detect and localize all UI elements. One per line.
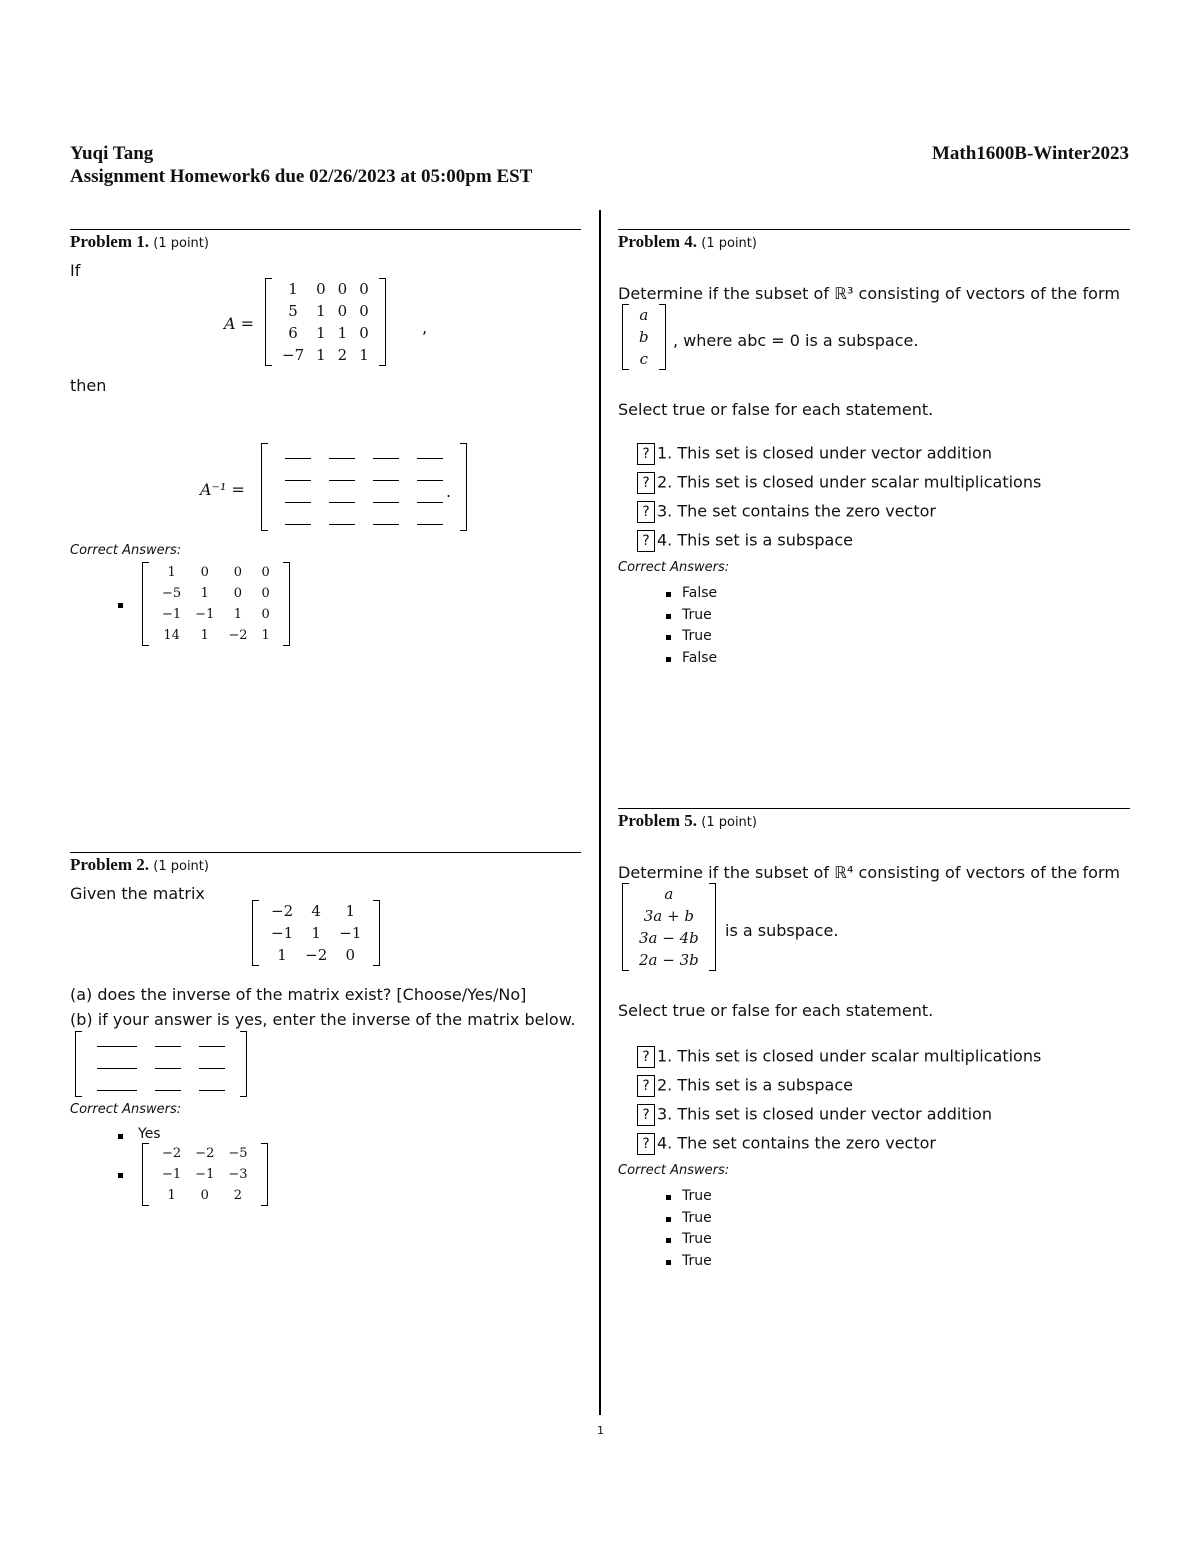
answer-blank[interactable] (329, 458, 355, 459)
problem-4-select: Select true or false for each statement. (618, 400, 934, 419)
vector-entry: 2a − 3b (639, 951, 699, 969)
answer-item: True (664, 1186, 712, 1208)
matrix-cell: 1 (288, 280, 298, 298)
tf-select-box[interactable]: ? (637, 501, 655, 523)
problem-5-select: Select true or false for each statement. (618, 1001, 934, 1020)
answer-blank[interactable] (329, 524, 355, 525)
answer-item: True (664, 605, 717, 627)
matrix-ainv-label: A⁻¹ = (200, 480, 245, 499)
problem-2-question-a: (a) does the inverse of the matrix exist? [Choose/Yes/No] (70, 985, 527, 1004)
matrix-cell: −2 (162, 1146, 182, 1161)
matrix-cell: 1 (316, 324, 326, 342)
tf-statement (637, 472, 1041, 494)
matrix-ainv-input (261, 443, 467, 531)
tf-statement-text: 1. This set is closed under scalar multiplications (657, 1046, 1042, 1066)
answer-blank[interactable] (285, 480, 311, 481)
matrix-cell: −1 (162, 607, 182, 622)
matrix-cell: 0 (261, 607, 270, 622)
matrix-cell: 1 (167, 1188, 176, 1203)
answer-blank[interactable] (155, 1090, 181, 1091)
matrix-cell: 0 (233, 586, 243, 601)
problem-1-rule (70, 229, 581, 230)
matrix-cell: 5 (288, 302, 298, 320)
matrix-cell: 0 (359, 302, 369, 320)
matrix-cell: −2 (195, 1146, 215, 1161)
matrix-cell: −5 (162, 586, 182, 601)
matrix-cell: −7 (282, 346, 305, 364)
course-name: Math1600B-Winter2023 (931, 143, 1129, 164)
answer-item: False (664, 648, 717, 670)
tf-statement (637, 1133, 936, 1155)
matrix-cell: 14 (163, 628, 180, 643)
problem-4-rule (618, 229, 1130, 230)
answer-blank[interactable] (373, 458, 399, 459)
vector-entry: a (664, 885, 674, 903)
matrix-cell: 0 (316, 280, 326, 298)
tf-statement (637, 1046, 1041, 1068)
matrix-cell: 1 (200, 628, 209, 643)
tf-statement-text: 1. This set is closed under vector addition (657, 443, 992, 463)
matrix-cell: 0 (233, 565, 243, 580)
answer-blank[interactable] (417, 502, 443, 503)
tf-select-box[interactable]: ? (637, 1046, 655, 1068)
vector-entry: b (639, 328, 649, 346)
matrix-cell: −1 (339, 924, 362, 942)
matrix-cell: 1 (277, 946, 287, 964)
matrix-cell: 0 (261, 586, 270, 601)
problem-2-matrix (252, 900, 380, 966)
answer-blank[interactable] (199, 1068, 225, 1069)
tf-select-box[interactable]: ? (637, 1133, 655, 1155)
problem-5-suffix: is a subspace. (725, 921, 839, 940)
problem-2-answer-matrix (142, 1143, 268, 1206)
answer-blank[interactable] (199, 1090, 225, 1091)
answer-blank[interactable] (97, 1068, 137, 1069)
matrix-cell: 0 (337, 302, 348, 320)
tf-statement (637, 1075, 853, 1097)
tf-statement-text: 2. This set is a subspace (657, 1075, 853, 1095)
answer-blank[interactable] (329, 502, 355, 503)
vector-entry: 3a − 4b (639, 929, 699, 947)
answer-blank[interactable] (373, 502, 399, 503)
tf-statement (637, 443, 992, 465)
tf-statement-text: 3. This set is closed under vector addition (657, 1104, 992, 1124)
problem-2-rule (70, 852, 581, 853)
matrix-cell: −1 (195, 607, 215, 622)
matrix-cell: −2 (305, 946, 328, 964)
answer-blank[interactable] (329, 480, 355, 481)
matrix-cell: 1 (337, 324, 348, 342)
answer-item: True (664, 1229, 712, 1251)
problem-2-title: Problem 2. (1 point) (70, 855, 209, 874)
matrix-cell: 1 (261, 628, 270, 643)
tf-select-box[interactable]: ? (637, 1104, 655, 1126)
matrix-cell: 6 (288, 324, 298, 342)
matrix-cell: −1 (162, 1167, 182, 1182)
matrix-cell: 0 (261, 565, 270, 580)
matrix-cell: 1 (233, 607, 243, 622)
answer-blank[interactable] (155, 1068, 181, 1069)
tf-statement (637, 501, 936, 523)
tf-statement (637, 530, 853, 552)
answer-blank[interactable] (417, 458, 443, 459)
matrix-cell: −5 (228, 1146, 248, 1161)
matrix-cell: 2 (337, 346, 348, 364)
answer-blank[interactable] (285, 524, 311, 525)
matrix-cell: 0 (345, 946, 356, 964)
matrix-cell: 1 (359, 346, 369, 364)
matrix-cell: −1 (195, 1167, 215, 1182)
answer-blank[interactable] (199, 1046, 225, 1047)
problem-2-correct-label: Correct Answers: (70, 1102, 182, 1117)
problem-5-intro: Determine if the subset of ℝ⁴ consisting of vectors of the form (618, 863, 1120, 882)
problem-4-intro: Determine if the subset of ℝ³ consisting of vectors of the form (618, 284, 1120, 303)
answer-item: False (664, 583, 717, 605)
matrix-cell: 2 (233, 1188, 243, 1203)
problem-1-if: If (70, 261, 81, 280)
assignment-title: Assignment Homework6 due 02/26/2023 at 05:00pm EST (70, 166, 533, 187)
matrix-cell: 0 (200, 565, 209, 580)
vector-entry: 3a + b (643, 907, 694, 925)
matrix-cell: −2 (271, 902, 294, 920)
vector-entry: a (639, 306, 649, 324)
matrix-cell: 1 (316, 346, 326, 364)
problem-5-rule (618, 808, 1130, 809)
problem-4-where: , where abc = 0 is a subspace. (673, 331, 919, 350)
matrix-cell: 4 (311, 902, 321, 920)
vector-entry: c (639, 350, 648, 368)
problem-2-inverse-input (75, 1031, 247, 1097)
answer-blank[interactable] (285, 458, 311, 459)
matrix-a (265, 278, 386, 366)
matrix-cell: 0 (359, 324, 369, 342)
problem-2-answer-yes: Yes (138, 1126, 161, 1142)
tf-statement-text: 3. The set contains the zero vector (657, 501, 936, 521)
tf-select-box[interactable]: ? (637, 530, 655, 552)
tf-select-box[interactable]: ? (637, 1075, 655, 1097)
answer-blank[interactable] (285, 502, 311, 503)
problem-4-vector (622, 304, 666, 370)
matrix-cell: 1 (316, 302, 326, 320)
matrix-cell: 1 (311, 924, 321, 942)
column-divider (599, 210, 601, 1415)
answer-blank[interactable] (97, 1046, 137, 1047)
tf-select-box[interactable]: ? (637, 472, 655, 494)
matrix-cell: 1 (200, 586, 209, 601)
matrix-cell: 0 (200, 1188, 209, 1203)
problem-4-correct-label: Correct Answers: (618, 560, 730, 575)
problem-1-answer-matrix (142, 562, 290, 646)
problem-4-title: Problem 4. (1 point) (618, 232, 757, 251)
matrix-cell: 0 (359, 280, 369, 298)
problem-5-title: Problem 5. (1 point) (618, 811, 757, 830)
problem-2-given: Given the matrix (70, 884, 205, 903)
matrix-cell: 1 (167, 565, 176, 580)
answer-blank[interactable] (417, 524, 443, 525)
tf-select-box[interactable]: ? (637, 443, 655, 465)
answer-blank[interactable] (373, 480, 399, 481)
tf-statement (637, 1104, 992, 1126)
page-number: 1 (597, 1424, 604, 1437)
answer-blank[interactable] (373, 524, 399, 525)
problem-5-correct-label: Correct Answers: (618, 1163, 730, 1178)
answer-item: True (664, 1208, 712, 1230)
tf-statement-text: 4. This set is a subspace (657, 530, 853, 550)
matrix-cell: −2 (228, 628, 248, 643)
problem-5-vector (622, 883, 716, 971)
tf-statement-text: 2. This set is closed under scalar multiplications (657, 472, 1042, 492)
matrix-cell: −1 (271, 924, 294, 942)
problem-1-then: then (70, 376, 107, 395)
student-name: Yuqi Tang (70, 143, 154, 164)
problem-1-correct-label: Correct Answers: (70, 543, 182, 558)
problem-2-question-b: (b) if your answer is yes, enter the inverse of the matrix below. (70, 1010, 576, 1029)
answer-item: True (664, 626, 717, 648)
answer-item: True (664, 1251, 712, 1273)
answer-blank[interactable] (155, 1046, 181, 1047)
matrix-a-label: A = (224, 314, 255, 333)
matrix-cell: −3 (228, 1167, 248, 1182)
answer-blank[interactable] (417, 480, 443, 481)
tf-statement-text: 4. The set contains the zero vector (657, 1133, 936, 1153)
answer-blank[interactable] (97, 1090, 137, 1091)
problem-1-title: Problem 1. (1 point) (70, 232, 209, 251)
matrix-cell: 1 (345, 902, 356, 920)
matrix-cell: 0 (337, 280, 348, 298)
